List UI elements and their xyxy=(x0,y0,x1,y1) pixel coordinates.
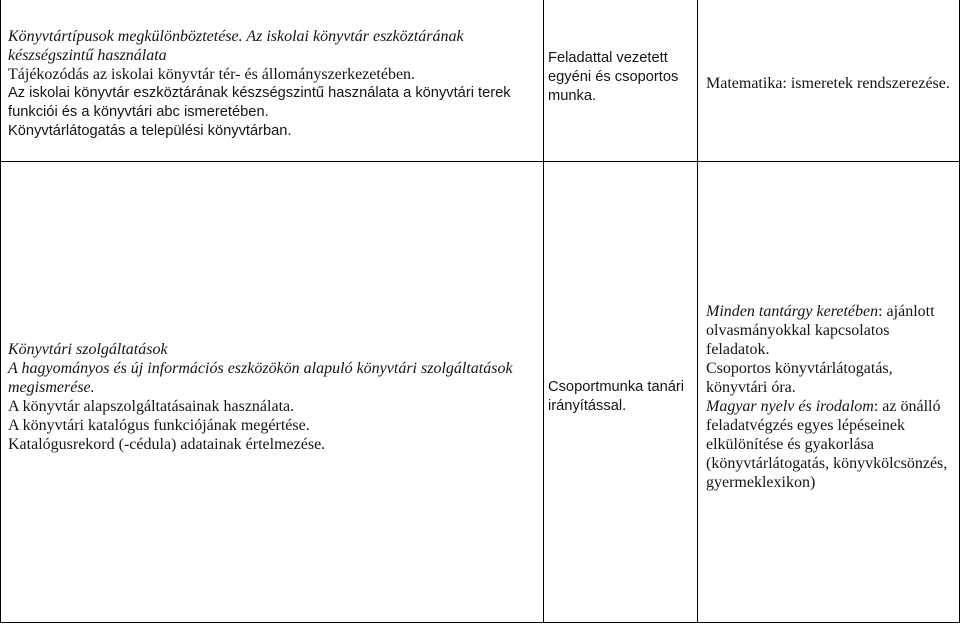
topic-item: Katalógusrekord (-cédula) adatainak értelmezése. xyxy=(8,436,326,453)
connection-label: Magyar nyelv és irodalom xyxy=(706,398,874,415)
connections-cell xyxy=(698,161,960,622)
connections-cell xyxy=(698,0,960,161)
topic-item: A könyvtári katalógus funkciójának megértése. xyxy=(8,417,310,434)
topic-item: Könyvtárlátogatás a települési könyvtárban. xyxy=(8,122,292,139)
connection-item xyxy=(706,397,955,492)
method-cell xyxy=(544,161,698,622)
connection-text: : ajánlott olvasmányokkal kapcsolatos feladatok. xyxy=(706,303,935,358)
connection-item xyxy=(706,302,955,359)
content-cell xyxy=(1,161,544,622)
method-text: Csoportmunka tanári irányítással. xyxy=(548,379,685,414)
table-row xyxy=(1,161,960,622)
connection-item: Matematika: ismeretek rendszerezése. xyxy=(706,75,950,93)
topic-heading: Könyvtártípusok megkülönböztetése. Az iskolai könyvtár eszköztárának készségszintű használata xyxy=(8,27,464,64)
topic-subheading: A hagyományos és új információs eszközökön alapuló könyvtári szolgáltatások megismerése. xyxy=(8,360,513,396)
connection-text: : az önálló feladatvégzés egyes lépéseinek elkülönítése és gyakorlása (könyvtárlátogatás, könyvkölcsönzés, gyermeklexikon) xyxy=(706,398,948,491)
topic-item: Tájékozódás az iskolai könyvtár tér- és állományszerkezetében. xyxy=(8,65,416,83)
method-text: Feladattal vezetett egyéni és csoportos munka. xyxy=(548,50,679,105)
content-cell xyxy=(1,0,544,161)
method-cell xyxy=(544,0,698,161)
topic-heading: Könyvtári szolgáltatások xyxy=(8,341,168,358)
connection-label: Minden tantárgy keretében xyxy=(706,303,879,320)
connection-item: Csoportos könyvtárlátogatás, könyvtári óra. xyxy=(706,360,893,396)
table-row xyxy=(1,0,960,161)
topic-item: Az iskolai könyvtár eszköztárának készségszintű használata a könyvtári terek funkciói és a könyvtári abc ismeretében. xyxy=(8,84,511,120)
topic-item: A könyvtár alapszolgáltatásainak használata. xyxy=(8,398,295,415)
